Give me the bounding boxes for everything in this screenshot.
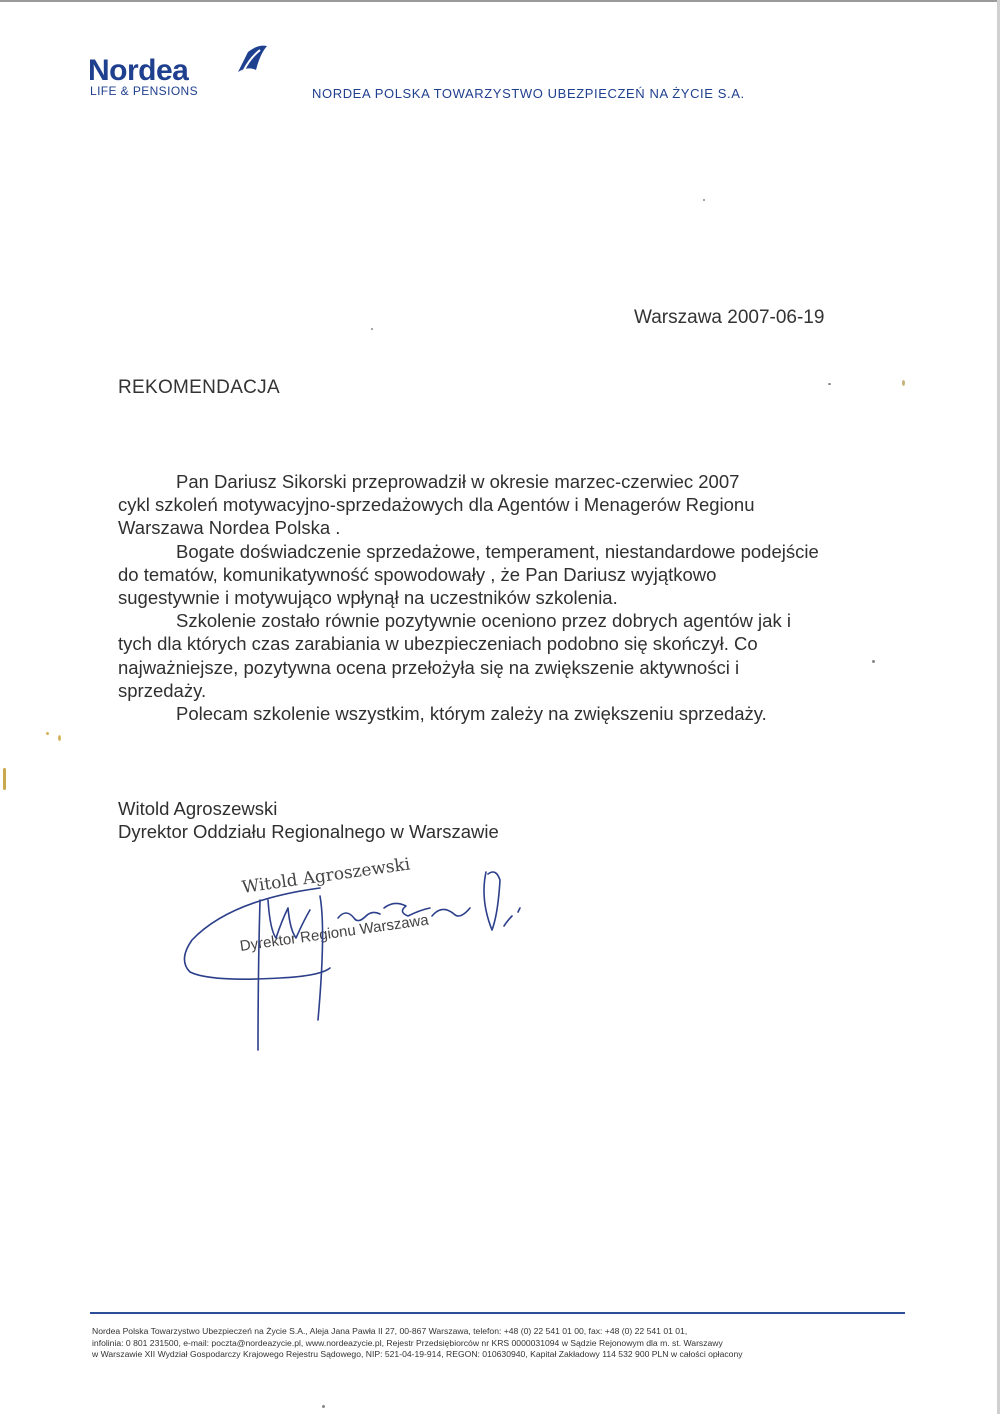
body-line: sprzedaży. [118, 679, 207, 701]
body-line: tych dla których czas zarabiania w ubezpieczeniach podobno się skończył. Co [118, 633, 758, 655]
sail-icon [234, 44, 268, 74]
nordea-logo [88, 44, 278, 100]
signatory-name: Witold Agroszewski [118, 798, 278, 819]
scan-speck [3, 768, 6, 790]
scan-speck [322, 1405, 325, 1408]
scan-speck [371, 328, 373, 330]
date-line: Warszawa 2007-06-19 [634, 307, 825, 328]
body-line: najważniejsze, pozytywna ocena przełożyła się na zwiększenie aktywności i [118, 656, 740, 678]
scan-speck [703, 199, 705, 201]
letter-title: REKOMENDACJA [118, 377, 280, 398]
signatory-role: Dyrektor Oddziału Regionalnego w Warszawie [118, 821, 499, 842]
body-line: cykl szkoleń motywacyjno-sprzedażowych dla Agentów i Menagerów Regionu [118, 494, 755, 516]
letter-body [118, 470, 888, 725]
body-line: sugestywnie i motywująco wpłynął na uczestników szkolenia. [118, 586, 618, 608]
body-line: do tematów, komunikatywność spowodowały , że Pan Dariusz wyjątkowo [118, 563, 717, 585]
handwritten-signature [170, 860, 540, 1060]
scan-speck [46, 732, 49, 735]
footer-rule [90, 1312, 905, 1314]
body-line: Szkolenie zostało równie pozytywnie oceniono przez dobrych agentów jak i [176, 610, 791, 632]
stamp-role: Dyrektor Regionu Warszawa [238, 911, 430, 955]
body-line: Polecam szkolenie wszystkim, którym zależy na zwiększeniu sprzedaży. [176, 702, 767, 724]
footer-line: infolinia: 0 801 231500, e-mail: poczta@nordeazycie.pl, www.nordeazycie.pl, Rejestr Przedsiębiorców nr KRS 0000031094 w Sądzie Rejonowym dla m. st. Warszawy [92, 1337, 723, 1348]
scan-speck [58, 735, 61, 741]
body-line: Warszawa Nordea Polska . [118, 517, 341, 539]
scan-speck [902, 380, 905, 386]
footer-line: w Warszawie XII Wydział Gospodarczy Krajowego Rejestru Sądowego, NIP: 521-04-19-914, REGON: 010630940, Kapitał Zakładowy 114 532 900 PLN w całości opłacony [92, 1349, 743, 1360]
body-line: Pan Dariusz Sikorski przeprowadził w okresie marzec-czerwiec 2007 [176, 471, 740, 492]
footer-company-info [92, 1326, 907, 1361]
company-header: NORDEA POLSKA TOWARZYSTWO UBEZPIECZEŃ NA ŻYCIE S.A. [312, 86, 745, 101]
scan-speck [828, 383, 831, 385]
scan-edge-top [0, 0, 1000, 2]
body-line: Bogate doświadczenie sprzedażowe, temperament, niestandardowe podejście [176, 540, 819, 562]
scan-speck [872, 660, 875, 663]
logo-wordmark: Nordea [88, 54, 189, 87]
logo-subtitle: LIFE & PENSIONS [90, 84, 199, 98]
stamp-name: Witold Agroszewski [240, 854, 412, 898]
footer-line: Nordea Polska Towarzystwo Ubezpieczeń na Życie S.A., Aleja Jana Pawła II 27, 00-867 Warszawa, telefon: +48 (0) 22 541 01 00, fax: +48 (0) 22 541 01 01, [92, 1326, 688, 1336]
